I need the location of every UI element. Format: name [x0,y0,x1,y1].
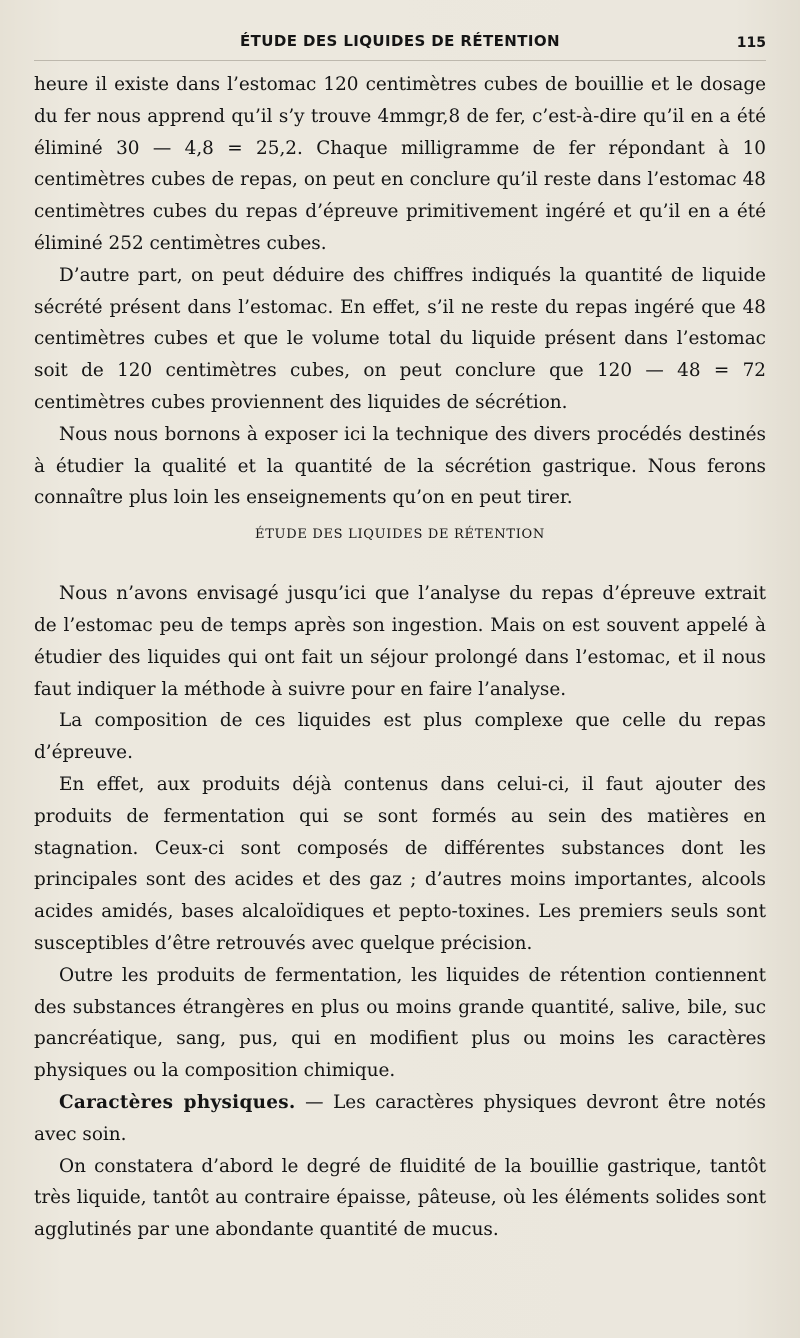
paragraph-retention-intro: Nous n’avons envisagé jusqu’ici que l’analyse du repas d’épreuve extrait de l’estomac peu de temps après son ingestion. Mais on est souvent appelé à étudier des liquides qui ont fait un séjour prolongé dans l’estomac, et il nous faut indiquer la méthode à suivre pour en faire l’analyse. [34,583,766,700]
page-number: 115 [736,35,766,51]
paragraph-composition: La composition de ces liquides est plus complexe que celle du repas d’épreuve. [34,710,766,764]
body-text [34,69,766,1246]
paragraph-physical-characters [34,1087,766,1151]
paragraph-fluidity: On constatera d’abord le degré de fluidité de la bouillie gastrique, tantôt très liquide, tantôt au contraire épaisse, pâteuse, où les éléments solides sont agglutinés par une abondante quantité de mucus. [34,1155,766,1241]
paragraph-secretion-volume: D’autre part, on peut déduire des chiffres indiqués la quantité de liquide sécrété présent dans l’estomac. En effet, s’il ne reste du repas ingéré que 48 centimètres cubes et que le volume total du liquide présent dans l’estomac soit de 120 centimètres cubes, on peut conclure que 120 — 48 = 72 centimètres cubes proviennent des liquides de sécrétion. [34,264,766,413]
running-head [34,30,766,61]
run-in-heading: Caractères physiques. [59,1091,296,1113]
paragraph-continuation: heure il existe dans l’estomac 120 centimètres cubes de bouillie et le dosage du fer nous apprend qu’il s’y trouve 4mmgr,8 de fer, c’est-à-dire qu’il en a été éliminé 30 — 4,8 = 25,2. Chaque milligramme de fer répondant à 10 centimètres cubes de repas, on peut en conclure qu’il reste dans l’estomac 48 centimètres cubes du repas d’épreuve primitivement ingéré et qu’il en a été éliminé 252 centimètres cubes. [34,74,766,254]
paragraph-fermentation-products: En effet, aux produits déjà contenus dans celui-ci, il faut ajouter des produits de fermentation qui se sont formés au sein des matières en stagnation. Ceux-ci sont composés de différentes substances dont les principales sont des acides et des gaz ; d’autres moins importantes, alcools acides amidés, bases alcaloïdiques et pepto-toxines. Les premiers seuls sont susceptibles d’être retrouvés avec quelque précision. [34,773,766,954]
run-in-text: — Les caractères physiques devront être notés avec soin. [34,1091,766,1145]
paragraph-technique-note: Nous nous bornons à exposer ici la technique des divers procédés destinés à étudier la qualité et la quantité de la sécrétion gastrique. Nous ferons connaître plus loin les enseignements qu’on en peut tirer. [34,423,766,509]
section-heading: ÉTUDE DES LIQUIDES DE RÉTENTION [255,527,545,543]
running-head-title: ÉTUDE DES LIQUIDES DE RÉTENTION [240,32,560,50]
paragraph-foreign-substances: Outre les produits de fermentation, les liquides de rétention contiennent des substances étrangères en plus ou moins grande quantité, salive, bile, suc pancréatique, sang, pus, qui en modifient plus ou moins les caractères physiques ou la composition chimique. [34,964,766,1082]
